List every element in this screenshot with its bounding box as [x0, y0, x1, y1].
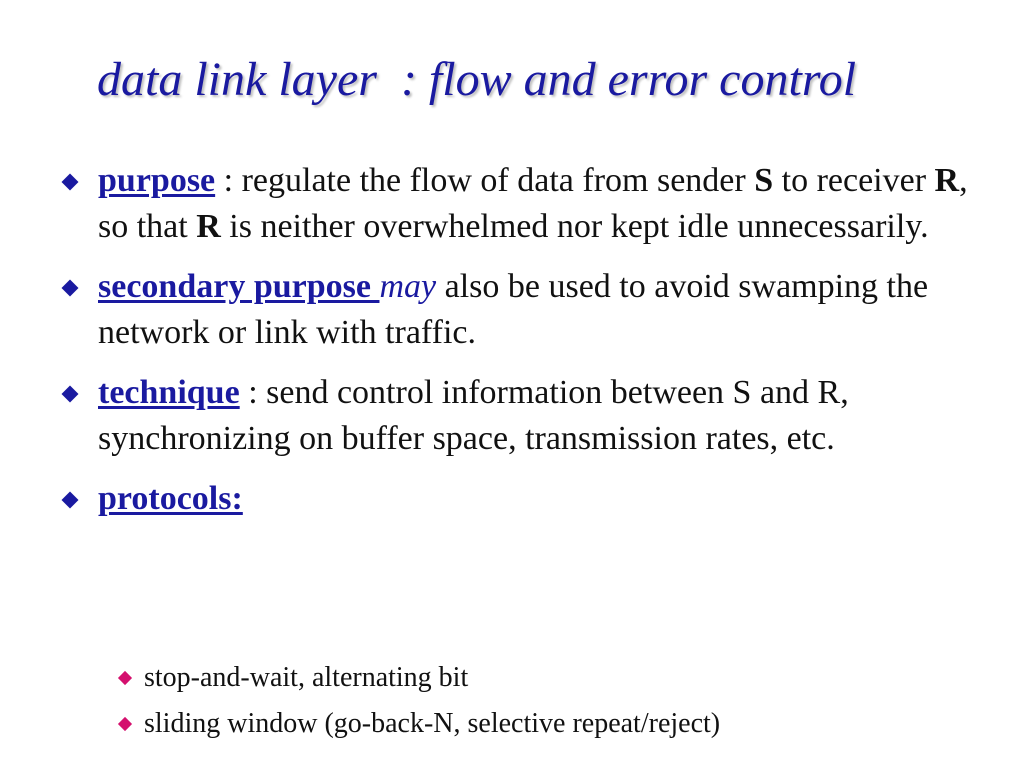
sub-bullet-text: stop-and-wait, alternating bit: [144, 662, 469, 693]
bullet-purpose: [60, 158, 970, 250]
bullet-list: [60, 158, 970, 528]
diamond-bullet-icon: [62, 280, 79, 297]
diamond-bullet-icon: [62, 174, 79, 191]
bullet-text: : send control information between S and R, synchronizing on buffer space, transmission rates, etc.: [98, 374, 849, 457]
bullet-text-bold: R: [934, 162, 960, 199]
sub-bullet-text: sliding window (go-back-N, selective repeat/reject): [144, 708, 721, 739]
bullet-emphasis: may: [379, 268, 437, 305]
bullet-protocols: [60, 476, 970, 522]
sub-bullet-stop-and-wait: [60, 658, 970, 698]
bullet-keyword: secondary purpose: [98, 268, 380, 305]
bullet-text: also be used to avoid swamping the network or link with traffic.: [98, 268, 929, 351]
bullet-keyword: technique: [98, 374, 240, 411]
diamond-sub-bullet-icon: [118, 671, 132, 685]
bullet-technique: [60, 370, 970, 462]
bullet-text: , so that: [98, 162, 968, 245]
slide-title: data link layer : flow and error control: [97, 53, 857, 106]
bullet-text-bold: S: [754, 162, 774, 199]
diamond-sub-bullet-icon: [118, 717, 132, 731]
bullet-text-bold: R: [196, 208, 221, 245]
sub-bullet-sliding-window: [60, 704, 970, 744]
bullet-keyword: protocols:: [98, 480, 243, 517]
bullet-text: : regulate the flow of data from sender: [215, 162, 755, 199]
bullet-text: to receiver: [773, 162, 935, 199]
bullet-text: is neither overwhelmed nor kept idle unnecessarily.: [220, 208, 929, 245]
diamond-bullet-icon: [62, 386, 79, 403]
bullet-keyword: purpose: [98, 162, 216, 199]
bullet-secondary-purpose: [60, 264, 970, 356]
sub-bullet-list: [60, 652, 970, 744]
diamond-bullet-icon: [62, 492, 79, 509]
